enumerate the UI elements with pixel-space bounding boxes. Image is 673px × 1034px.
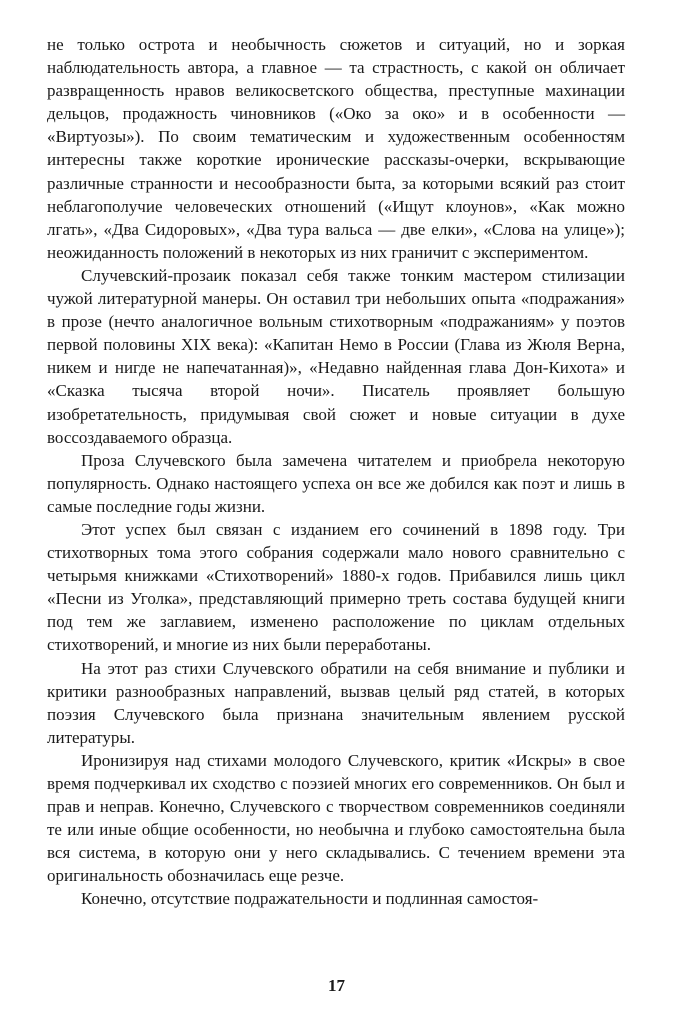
paragraph-6: Иронизируя над стихами молодого Случевского, критик «Искры» в свое время подчеркивал их сходство с поэзией многих его современников. Он был и прав и неправ. Конечно, Случевского с творчеством современников соединяли те или иные общие особенности, но необычна и глубоко самостоятельна была вся система, в которую они у него складывались. С течением времени эта оригинальность обозначилась еще резче.: [47, 750, 625, 886]
paragraph-1: не только острота и необычность сюжетов и ситуаций, но и зоркая наблюдательность автора, а главное — та страстность, с какой он обличает развращенность нравов великосветского общества, преступные махинации дельцов, продажность чиновников («Око за око» и в особенности — «Виртуозы»). По своим тематическим и художественным особенностям интересны также короткие иронические рассказы-очерки, вскрывающие различные странности и несообразности быта, за которыми всякий раз стоит неблагополучие человеческих отношений («Ищут клоунов», «Как можно лгать», «Два Сидоровых», «Два тура вальса — две елки», «Слова на улице»); неожиданность положений в некоторых из них граничит с экспериментом.: [47, 35, 625, 262]
paragraph-7: Конечно, отсутствие подражательности и подлинная самостоя-: [81, 889, 539, 909]
page-number: 17: [328, 976, 345, 995]
paragraph-2: Случевский-прозаик показал себя также тонким мастером стилизации чужой литературной манеры. Он оставил три небольших опыта «подражания» в прозе (нечто аналогичное вольным стихотворным «подражаниям» у поэтов первой половины XIX века): «Капитан Немо в России (Глава из Жюля Верна, никем и нигде не напечатанная)», «Недавно найденная глава Дон-Кихота» и «Сказка тысяча второй ночи». Писатель проявляет большую изобретательность, придумывая свой сюжет и новые ситуации в духе воссоздаваемого образца.: [47, 265, 625, 447]
paragraph-4: Этот успех был связан с изданием его сочинений в 1898 году. Три стихотворных тома этого собрания содержали мало нового сравнительно с четырьмя книжками «Стихотворений» 1880-х годов. Прибавился лишь цикл «Песни из Уголка», представляющий примерно треть состава будущей книги под тем же заглавием, изменено расположение по циклам отдельных стихотворений, и многие из них были переработаны.: [47, 519, 625, 655]
paragraph-5: На этот раз стихи Случевского обратили на себя внимание и публики и критики разнообразных направлений, вызвав целый ряд статей, в которых поэзия Случевского была признана значительным явлением русской литературы.: [47, 658, 625, 747]
page-body: [47, 33, 625, 911]
paragraph-3: Проза Случевского была замечена читателем и приобрела некоторую популярность. Однако настоящего успеха он все же добился как поэт и лишь в самые последние годы жизни.: [47, 450, 625, 516]
